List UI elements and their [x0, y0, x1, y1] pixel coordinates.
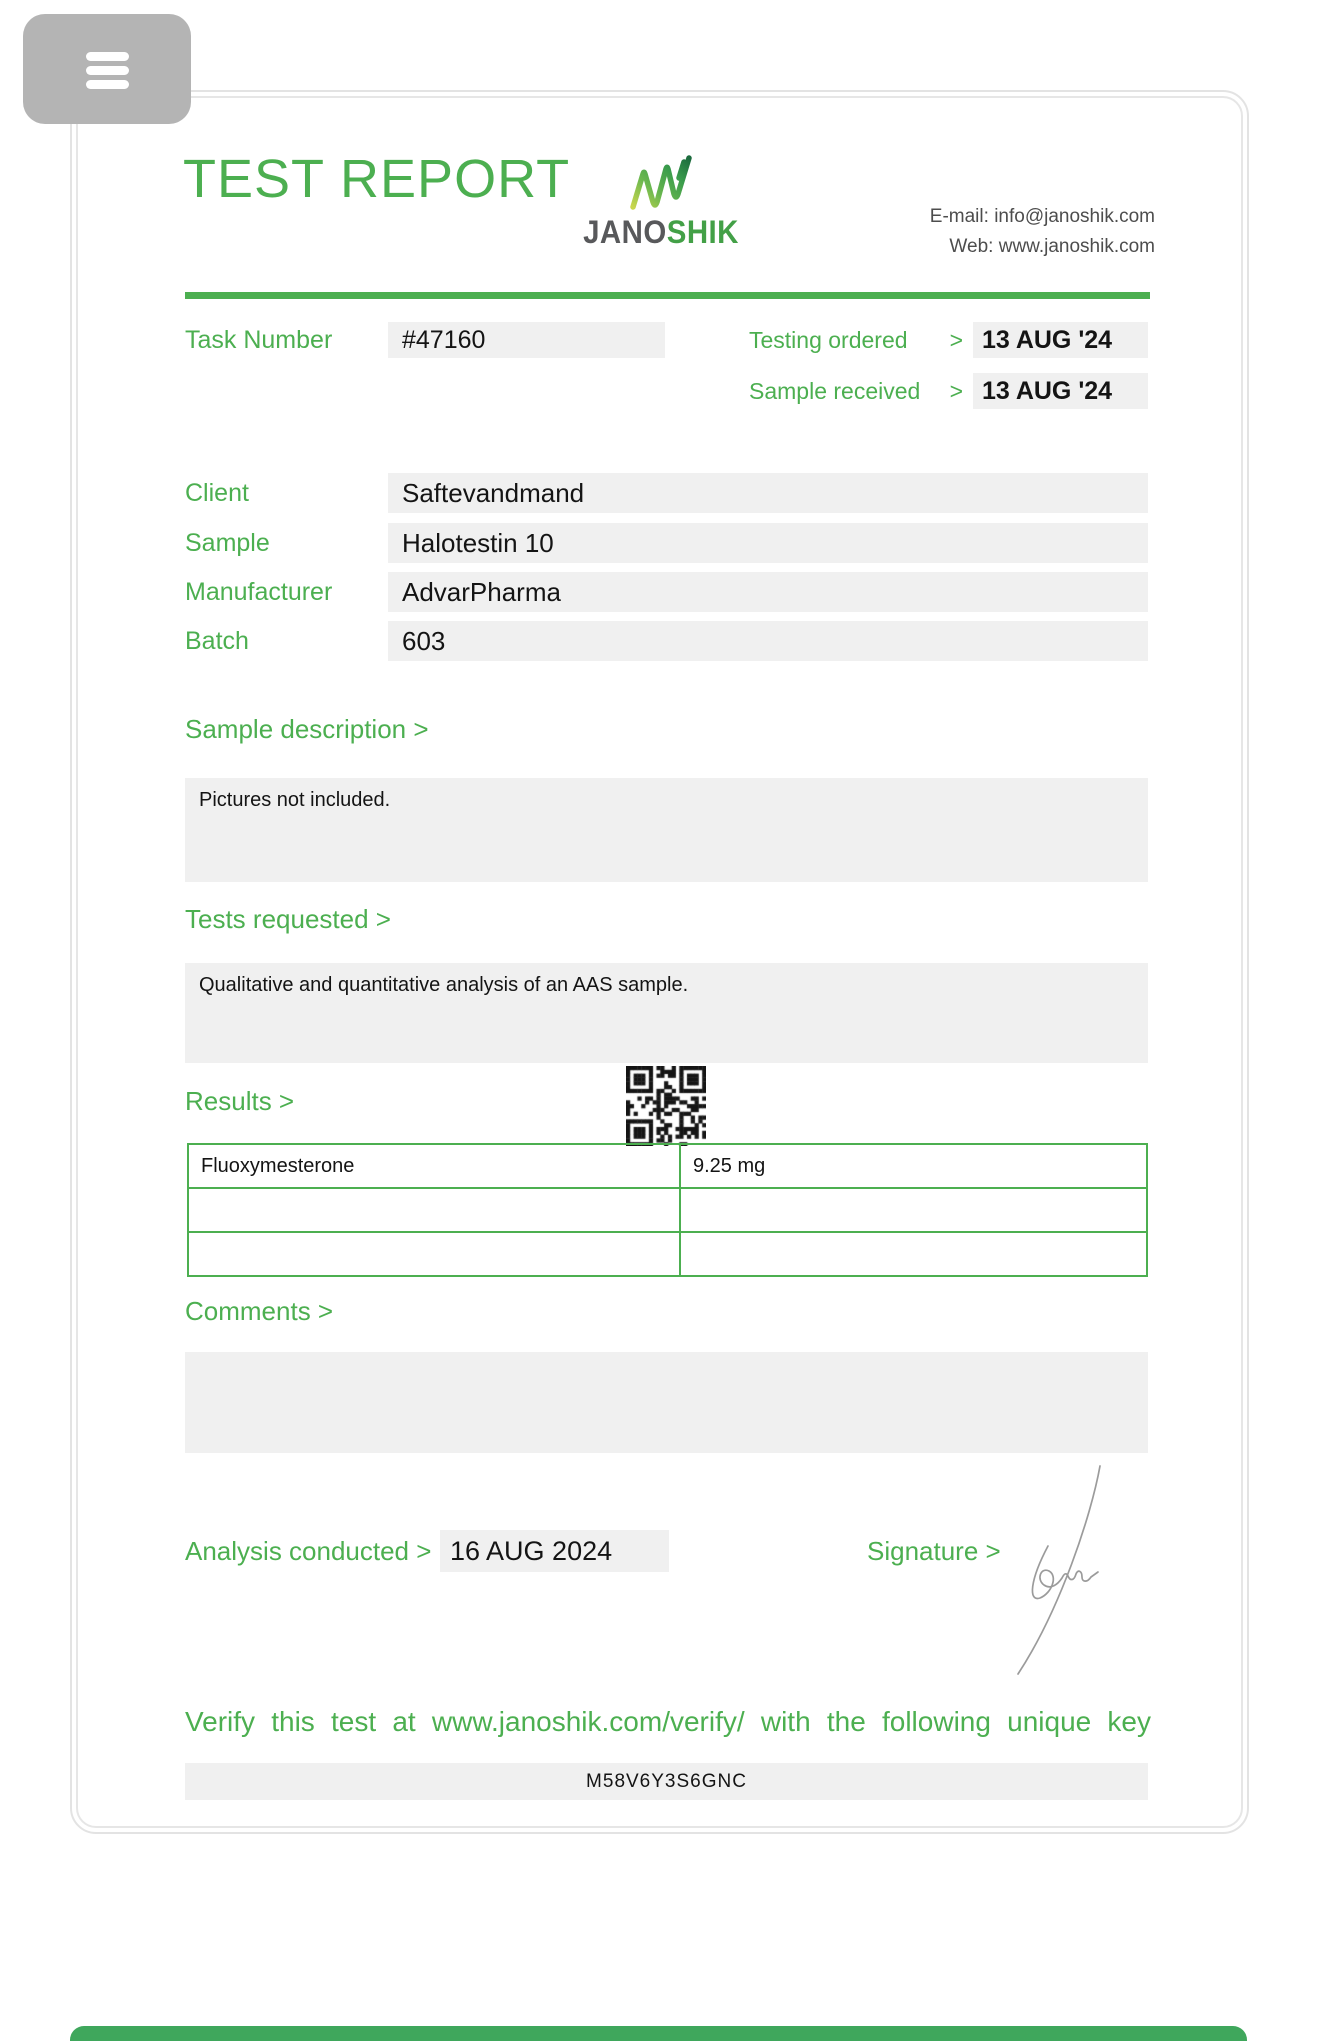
comments-heading: Comments >	[185, 1296, 334, 1326]
tests-requested-box: Qualitative and quantitative analysis of an AAS sample.	[185, 963, 1148, 1063]
signature-mark	[988, 1460, 1128, 1688]
logo-wordmark	[583, 214, 739, 251]
logo-text-shik: SHIK	[666, 214, 739, 250]
results-table	[187, 1143, 1148, 1277]
bottom-sheet-bar[interactable]	[70, 2026, 1247, 2041]
testing-ordered-label: Testing ordered >	[749, 322, 963, 358]
web-label: Web:	[949, 236, 994, 257]
analysis-conducted-date: 16 AUG 2024	[440, 1530, 669, 1572]
table-row	[188, 1232, 1147, 1276]
sample-received-label: Sample received >	[749, 373, 963, 409]
menu-button[interactable]	[23, 14, 191, 124]
chevron-right-icon: >	[949, 378, 963, 404]
client-label: Client	[185, 479, 249, 507]
verify-heading: Verify this test at www.janoshik.com/verify/ with the following unique key	[185, 1706, 1151, 1737]
header-divider	[185, 292, 1150, 299]
client-value: Saftevandmand	[388, 473, 1148, 513]
testing-ordered-date: 13 AUG '24	[973, 322, 1148, 358]
chart-growth-icon	[628, 152, 694, 214]
sample-description-box: Pictures not included.	[185, 778, 1148, 882]
analyte-cell	[188, 1232, 680, 1276]
analysis-conducted-label: Analysis conducted >	[185, 1536, 432, 1566]
task-number-label: Task Number	[185, 326, 333, 354]
sample-value: Halotestin 10	[388, 523, 1148, 563]
logo-text-jano: JANO	[583, 214, 667, 250]
chevron-right-icon: >	[949, 327, 963, 353]
contact-web-line	[930, 232, 1155, 262]
comments-box	[185, 1352, 1148, 1453]
table-row	[188, 1144, 1147, 1188]
task-number-value: #47160	[388, 322, 665, 358]
web-value: www.janoshik.com	[998, 236, 1155, 257]
result-cell: 9.25 mg	[680, 1144, 1147, 1188]
sample-received-date: 13 AUG '24	[973, 373, 1148, 409]
analyte-cell	[188, 1188, 680, 1232]
sample-description-heading: Sample description >	[185, 714, 429, 744]
batch-value: 603	[388, 621, 1148, 661]
result-cell	[680, 1232, 1147, 1276]
tests-requested-heading: Tests requested >	[185, 904, 391, 934]
sample-label: Sample	[185, 529, 270, 557]
email-label: E-mail:	[929, 206, 989, 227]
contact-info	[930, 202, 1155, 262]
unique-key: M58V6Y3S6GNC	[185, 1763, 1148, 1800]
table-row	[188, 1188, 1147, 1232]
batch-label: Batch	[185, 627, 249, 655]
manufacturer-label: Manufacturer	[185, 578, 333, 606]
janoshik-logo	[576, 152, 746, 251]
qr-code	[626, 1066, 706, 1146]
contact-email-line	[930, 202, 1155, 232]
email-value: info@janoshik.com	[994, 206, 1155, 227]
signature-label: Signature >	[867, 1536, 1001, 1566]
result-cell	[680, 1188, 1147, 1232]
page-title: TEST REPORT	[183, 149, 571, 209]
analyte-cell: Fluoxymesterone	[188, 1144, 680, 1188]
results-heading: Results >	[185, 1086, 295, 1116]
manufacturer-value: AdvarPharma	[388, 572, 1148, 612]
